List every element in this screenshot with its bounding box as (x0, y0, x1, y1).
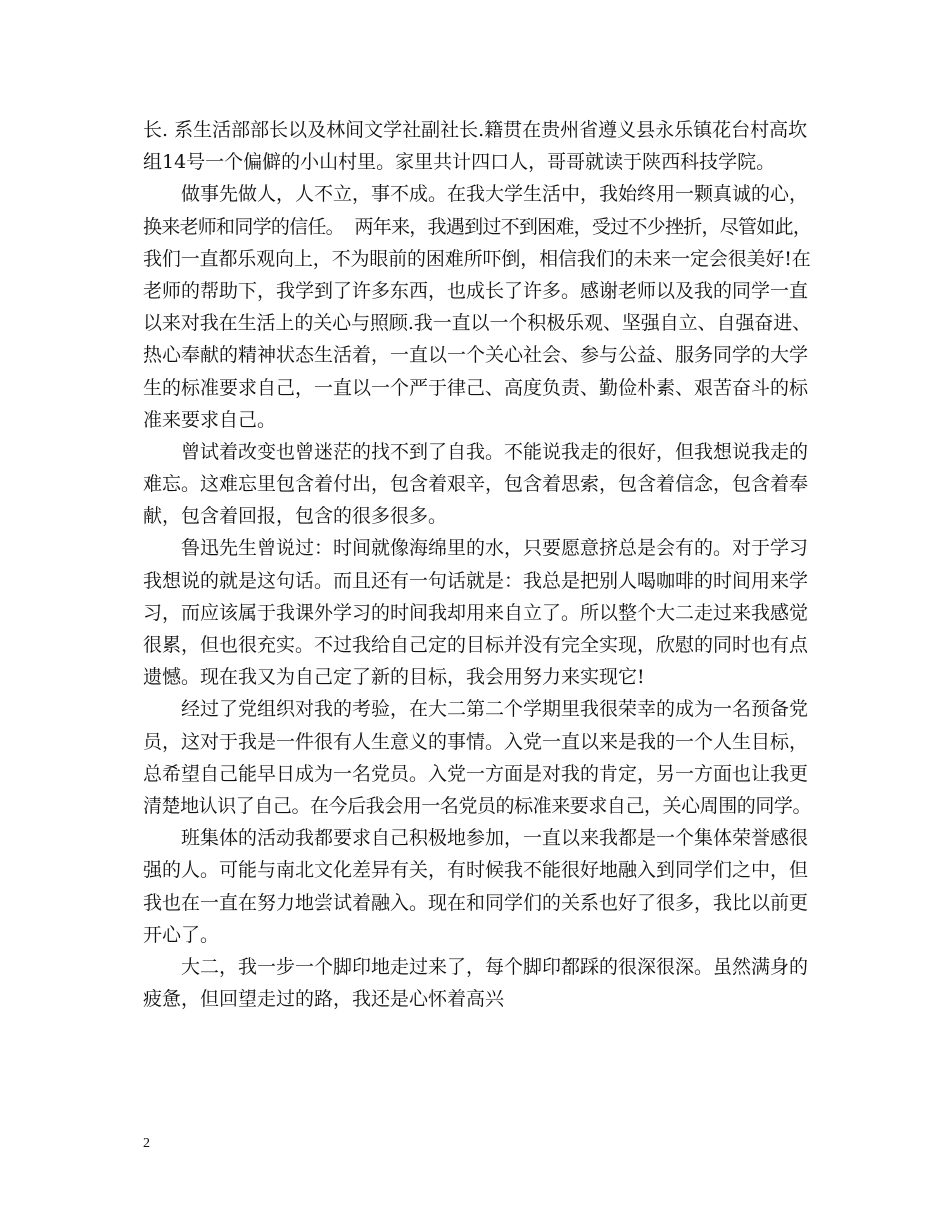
text-line: 准来要求自己。 (143, 408, 277, 431)
text-line: 经过了党组织对我的考验，在大二第二个学期里我很荣幸的成为一名预备党 (181, 698, 809, 721)
text-line: 曾试着改变也曾迷茫的找不到了自我。不能说我走的很好，但我想说我走的 (181, 440, 809, 463)
text-line: 热心奉献的精神状态生活着，一直以一个关心社会、参与公益、服务同学的大学 (143, 344, 809, 367)
text-line: 清楚地认识了自己。在今后我会用一名党员的标准来要求自己，关心周围的同学。 (143, 794, 812, 817)
text-line: 以来对我在生活上的关心与照顾.我一直以一个积极乐观、坚强自立、自强奋进、 (143, 312, 812, 335)
text-line: 难忘。这难忘里包含着付出，包含着艰辛，包含着思索，包含着信念，包含着奉 (143, 473, 809, 496)
text-line: 我想说的就是这句话。而且还有一句话就是：我总是把别人喝咖啡的时间用来学 (143, 569, 809, 592)
text-line: 开心了。 (143, 923, 220, 946)
text-line: 疲惫，但回望走过的路，我还是心怀着高兴 (143, 988, 505, 1011)
text-line: 很累，但也很充实。不过我给自己定的目标并没有完全实现，欣慰的同时也有点 (143, 634, 809, 656)
text-line: 我们一直都乐观向上，不为眼前的困难所吓倒，相信我们的未来一定会很美好!在 (143, 247, 811, 270)
document-body (143, 114, 811, 1015)
text-line: 习，而应该属于我课外学习的时间我却用来自立了。所以整个大二走过来我感觉 (143, 601, 809, 624)
text-line: 我也在一直在努力地尝试着融入。现在和同学们的关系也好了很多，我比以前更 (143, 891, 809, 914)
page-number: 2 (143, 1136, 150, 1151)
text-line: 员，这对于我是一件很有人生意义的事情。入党一直以来是我的一个人生目标， (143, 730, 809, 753)
text-line: 总希望自己能早日成为一名党员。入党一方面是对我的肯定，另一方面也让我更 (143, 762, 809, 785)
text-line: 组14号一个偏僻的小山村里。家里共计四口人，哥哥就读于陕西科技学院。 (143, 151, 776, 174)
text-line: 长. 系生活部部长以及林间文学社副社长.籍贯在贵州省遵义县永乐镇花台村高坎 (143, 119, 808, 141)
text-line: 大二，我一步一个脚印地走过来了，每个脚印都踩的很深很深。虽然满身的 (181, 955, 809, 978)
text-line: 强的人。可能与南北文化差异有关，有时候我不能很好地融入到同学们之中，但 (143, 859, 809, 882)
text-line: 班集体的活动我都要求自己积极地参加，一直以来我都是一个集体荣誉感很 (181, 827, 809, 850)
text-line: 鲁迅先生曾说过：时间就像海绵里的水，只要愿意挤总是会有的。对于学习 (181, 537, 809, 560)
text-line: 生的标准要求自己，一直以一个严于律己、高度负责、勤俭朴素、艰苦奋斗的标 (143, 376, 809, 399)
text-line: 遗憾。现在我又为自己定了新的目标，我会用努力来实现它! (143, 666, 645, 689)
text-line: 老师的帮助下，我学到了许多东西，也成长了许多。感谢老师以及我的同学一直 (143, 279, 809, 302)
text-line: 做事先做人，人不立，事不成。在我大学生活中，我始终用一颗真诚的心， (181, 183, 809, 206)
text-line: 献，包含着回报，包含的很多很多。 (143, 505, 448, 528)
text-line: 换来老师和同学的信任。 两年来，我遇到过不到困难，受过不少挫折，尽管如此， (143, 215, 812, 238)
